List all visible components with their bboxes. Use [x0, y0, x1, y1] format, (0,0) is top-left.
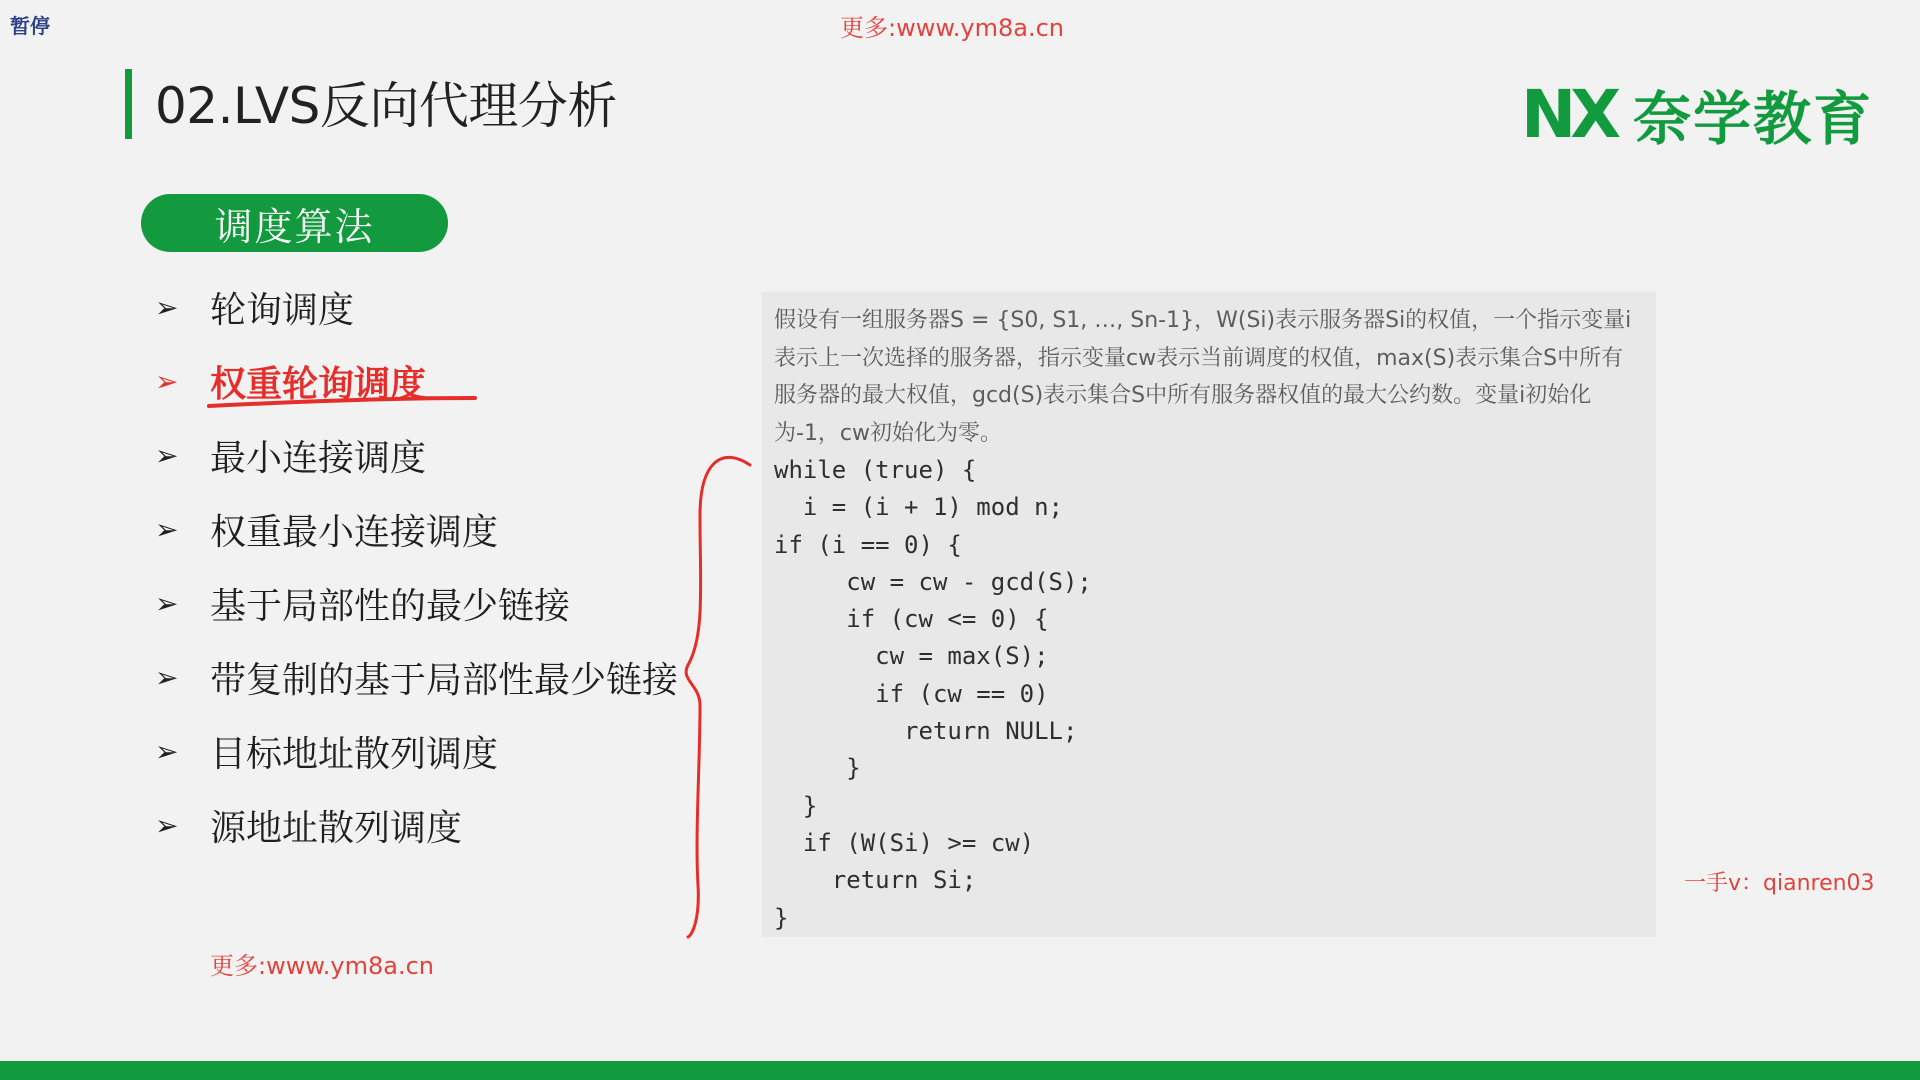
algorithm-item-least-connection — [155, 418, 715, 492]
title-accent-bar — [125, 69, 132, 139]
algorithm-item-locality-least-connection — [155, 566, 715, 640]
weighted-round-robin-code: while (true) { i = (i + 1) mod n; if (i == 0) { cw = cw - gcd(S); if (cw <= 0) { cw = max(S); if (cw == 0) return NULL; } } if (W(Si) >= cw) return Si; } — [774, 456, 1092, 932]
algorithm-item-destination-hash — [155, 714, 715, 788]
algorithm-item-source-hash — [155, 788, 715, 862]
algorithm-list — [155, 270, 715, 862]
arrow-bullet-icon: ➢ — [155, 364, 179, 398]
algorithm-description: 假设有一组服务器S = {S0, S1, …, Sn-1}，W(Si)表示服务器Si的权值，一个指示变量i表示上一次选择的服务器，指示变量cw表示当前调度的权值，max(S)表示集合S中所有服务器的最大权值，gcd(S)表示集合S中所有服务器权值的最大公约数。变量i初始化为-1，cw初始化为零。 — [774, 308, 1632, 446]
algorithm-item-weighted-least-connection — [155, 492, 715, 566]
bottom-watermark: 更多:www.ym8a.cn — [210, 952, 434, 980]
pause-status-label: 暂停 — [10, 14, 50, 38]
arrow-bullet-icon: ➢ — [155, 734, 179, 768]
algorithm-label: 源地址散列调度 — [210, 807, 463, 849]
algorithm-label: 目标地址散列调度 — [210, 733, 499, 775]
page-title: 02.LVS反向代理分析 — [155, 77, 617, 135]
algorithm-item-weighted-round-robin — [155, 344, 715, 418]
arrow-bullet-icon: ➢ — [155, 512, 179, 546]
section-heading-label: 调度算法 — [214, 204, 375, 249]
contact-note: 一手v：qianren03 — [1684, 871, 1875, 896]
algorithm-label: 带复制的基于局部性最少链接 — [210, 659, 679, 701]
arrow-bullet-icon: ➢ — [155, 808, 179, 842]
arrow-bullet-icon: ➢ — [155, 660, 179, 694]
logo-mark-icon: NX — [1521, 75, 1616, 153]
brand-logo — [1521, 72, 1873, 156]
section-heading-pill — [141, 194, 448, 252]
arrow-bullet-icon: ➢ — [155, 586, 179, 620]
algorithm-label: 权重最小连接调度 — [210, 511, 499, 553]
algorithm-label: 轮询调度 — [210, 289, 355, 331]
logo-text: 奈学教育 — [1633, 85, 1874, 153]
algorithm-label: 最小连接调度 — [210, 437, 427, 479]
top-watermark: 更多:www.ym8a.cn — [840, 14, 1064, 42]
algorithm-item-replicated-locality-least-connection — [155, 640, 715, 714]
footer-accent-bar — [0, 1061, 1920, 1080]
algorithm-item-round-robin — [155, 270, 715, 344]
arrow-bullet-icon: ➢ — [155, 438, 179, 472]
arrow-bullet-icon: ➢ — [155, 290, 179, 324]
algorithm-label: 权重轮询调度 — [210, 363, 427, 405]
underline-annotation — [207, 392, 477, 412]
algorithm-code-panel — [762, 292, 1656, 937]
algorithm-label: 基于局部性的最少链接 — [210, 585, 571, 627]
